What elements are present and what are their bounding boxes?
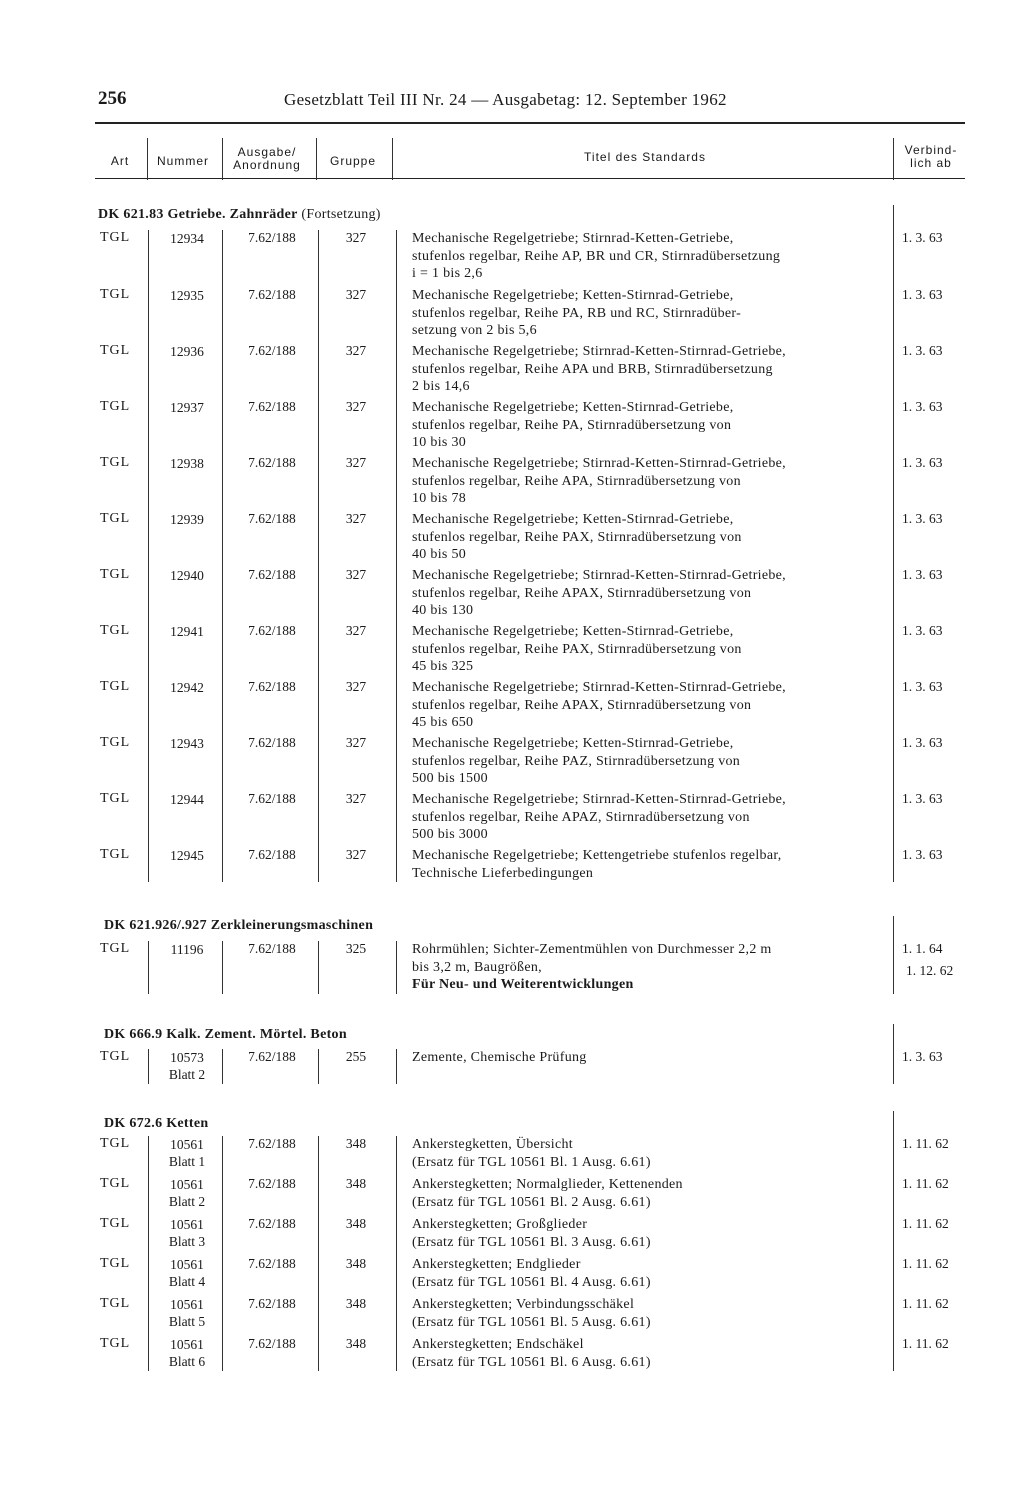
cell-gruppe: 348: [345, 1136, 367, 1151]
cell-nummer: 12942: [170, 680, 204, 695]
column-divider: [148, 230, 149, 882]
section-heading: [104, 1116, 208, 1132]
cell-gruppe: 327: [345, 623, 367, 638]
cell-ausgabe: 7.62/188: [248, 1336, 296, 1351]
cell-ausgabe: 7.62/188: [248, 623, 296, 638]
cell-art: TGL: [100, 399, 131, 414]
col-header-titel: Titel des Standards: [584, 150, 706, 164]
col-header-verbindlich: Verbind- lich ab: [904, 143, 958, 170]
cell-titel: Ankerstegketten; Großglieder (Ersatz für TGL 10561 Bl. 3 Ausg. 6.61): [412, 1217, 651, 1250]
cell-ausgabe: 7.62/188: [248, 847, 296, 862]
column-divider: [318, 1049, 319, 1084]
cell-verbindlich: 1. 3. 63: [902, 230, 943, 245]
cell-nummer: 12936: [170, 344, 204, 359]
column-divider: [392, 138, 393, 180]
cell-ausgabe: 7.62/188: [248, 1296, 296, 1311]
cell-gruppe: 348: [345, 1296, 367, 1311]
col-header-art: Art: [110, 154, 130, 168]
page-title: Gesetzblatt Teil III Nr. 24 — Ausgabetag: 12. September 1962: [284, 90, 727, 109]
column-divider: [222, 230, 223, 882]
column-divider: [222, 1049, 223, 1084]
cell-nummer: 10561 Blatt 3: [168, 1217, 206, 1249]
cell-ausgabe: 7.62/188: [248, 735, 296, 750]
section-heading: [104, 1027, 347, 1043]
cell-nummer: 12937: [170, 400, 204, 415]
cell-nummer: 12945: [170, 848, 204, 863]
cell-nummer: 12943: [170, 736, 204, 751]
cell-art: TGL: [100, 230, 131, 245]
cell-verbindlich: 1. 11. 62: [902, 1296, 949, 1311]
cell-nummer: 12939: [170, 512, 204, 527]
header-rule: [95, 122, 965, 124]
cell-ausgabe: 7.62/188: [248, 1256, 296, 1271]
column-divider: [148, 1049, 149, 1084]
column-divider: [222, 941, 223, 994]
cell-titel: Mechanische Regelgetriebe; Ketten-Stirnrad-Getriebe, stufenlos regelbar, Reihe PA, RB und RC, Stirnradüber- setzung von 2 bis 5,6: [412, 288, 742, 338]
cell-ausgabe: 7.62/188: [248, 1049, 296, 1064]
cell-gruppe: 327: [345, 735, 367, 750]
cell-art: TGL: [100, 567, 131, 582]
cell-nummer: 12935: [170, 288, 204, 303]
column-divider: [318, 230, 319, 882]
cell-titel: Mechanische Regelgetriebe; Stirnrad-Ketten-Stirnrad-Getriebe, stufenlos regelbar, Reihe APA, Stirnradübersetzung von 10 bis 78: [412, 456, 786, 506]
column-divider: [893, 205, 894, 882]
section-heading-text: DK 672.6 Ketten: [104, 1116, 209, 1131]
cell-verbindlich: 1. 3. 63: [902, 511, 943, 526]
cell-gruppe: 327: [345, 791, 367, 806]
cell-verbindlich: 1. 11. 62: [902, 1176, 949, 1191]
cell-titel-bold: Für Neu- und Weiterentwicklungen: [412, 977, 634, 992]
cell-ausgabe: 7.62/188: [248, 1136, 296, 1151]
cell-art: TGL: [100, 847, 131, 862]
page-number: 256: [98, 88, 127, 109]
cell-titel: Mechanische Regelgetriebe; Ketten-Stirnrad-Getriebe, stufenlos regelbar, Reihe PA, Stirnradübersetzung von 10 bis 30: [412, 400, 734, 450]
column-divider: [148, 941, 149, 994]
cell-titel: Ankerstegketten; Normalglieder, Kettenenden (Ersatz für TGL 10561 Bl. 2 Ausg. 6.61): [412, 1177, 683, 1210]
cell-ausgabe: 7.62/188: [248, 287, 296, 302]
cell-ausgabe: 7.62/188: [248, 511, 296, 526]
cell-art: TGL: [100, 343, 131, 358]
cell-verbindlich: 1. 3. 63: [902, 847, 943, 862]
cell-verbindlich: 1. 3. 63: [902, 567, 943, 582]
column-divider: [318, 941, 319, 994]
cell-gruppe: 327: [345, 287, 367, 302]
column-divider: [893, 138, 894, 180]
cell-titel: Zemente, Chemische Prüfung: [412, 1050, 587, 1065]
cell-ausgabe: 7.62/188: [248, 1176, 296, 1191]
cell-ausgabe: 7.62/188: [248, 791, 296, 806]
cell-ausgabe: 7.62/188: [248, 679, 296, 694]
cell-titel: Ankerstegketten; Endglieder (Ersatz für TGL 10561 Bl. 4 Ausg. 6.61): [412, 1257, 651, 1290]
cell-art: TGL: [100, 1136, 131, 1151]
cell-nummer: 12934: [170, 231, 204, 246]
cell-art: TGL: [100, 623, 131, 638]
section-heading-text: DK 666.9 Kalk. Zement. Mörtel. Beton: [104, 1027, 347, 1042]
column-divider: [396, 1049, 397, 1084]
cell-ausgabe: 7.62/188: [248, 399, 296, 414]
cell-verbindlich: 1. 11. 62: [902, 1136, 949, 1151]
column-divider: [893, 1111, 894, 1371]
cell-verbindlich: 1. 3. 63: [902, 791, 943, 806]
column-divider: [147, 138, 148, 180]
cell-art: TGL: [100, 1296, 131, 1311]
cell-verbindlich: 1. 3. 63: [902, 455, 943, 470]
cell-art: TGL: [100, 287, 131, 302]
section-heading-text: DK 621.926/.927 Zerkleinerungsmaschinen: [104, 918, 374, 933]
cell-art: TGL: [100, 941, 131, 956]
cell-titel: Mechanische Regelgetriebe; Kettengetriebe stufenlos regelbar, Technische Lieferbedingungen: [412, 848, 782, 881]
cell-gruppe: 255: [345, 1049, 367, 1064]
cell-titel: Mechanische Regelgetriebe; Ketten-Stirnrad-Getriebe, stufenlos regelbar, Reihe PAX, Stirnradübersetzung von 40 bis 50: [412, 512, 742, 562]
cell-gruppe: 327: [345, 567, 367, 582]
cell-verbindlich: 1. 3. 63: [902, 679, 943, 694]
cell-verbindlich: 1. 3. 63: [902, 1049, 943, 1064]
cell-gruppe: 327: [345, 847, 367, 862]
cell-art: TGL: [100, 1049, 131, 1064]
cell-verbindlich: 1. 11. 62: [902, 1336, 949, 1351]
cell-art: TGL: [100, 1216, 131, 1231]
cell-gruppe: 325: [345, 941, 367, 956]
cell-verbindlich: 1. 3. 63: [902, 399, 943, 414]
column-divider: [148, 1136, 149, 1371]
cell-nummer: 11196: [170, 942, 204, 957]
cell-verbindlich: 1. 3. 63: [902, 287, 943, 302]
cell-art: TGL: [100, 735, 131, 750]
cell-ausgabe: 7.62/188: [248, 941, 296, 956]
cell-titel: Mechanische Regelgetriebe; Stirnrad-Ketten-Getriebe, stufenlos regelbar, Reihe AP, BR und CR, Stirnradübersetzung i = 1 bis 2,6: [412, 231, 781, 281]
cell-gruppe: 348: [345, 1256, 367, 1271]
cell-titel: Ankerstegketten, Übersicht (Ersatz für TGL 10561 Bl. 1 Ausg. 6.61): [412, 1137, 651, 1170]
cell-art: TGL: [100, 511, 131, 526]
cell-nummer: 10561 Blatt 6: [168, 1337, 206, 1369]
column-divider: [318, 1136, 319, 1371]
column-divider: [893, 916, 894, 994]
cell-gruppe: 348: [345, 1336, 367, 1351]
section-heading: [104, 918, 373, 934]
cell-art: TGL: [100, 791, 131, 806]
cell-ausgabe: 7.62/188: [248, 230, 296, 245]
section-continuation: (Fortsetzung): [297, 207, 381, 222]
cell-verbindlich-2: 1. 12. 62: [906, 963, 954, 978]
col-header-ausgabe: Ausgabe/ Anordnung: [233, 145, 301, 172]
cell-gruppe: 327: [345, 343, 367, 358]
column-header-rule: [95, 178, 965, 179]
column-divider: [396, 1136, 397, 1371]
cell-nummer: 10561 Blatt 2: [168, 1177, 206, 1209]
cell-titel: Mechanische Regelgetriebe; Ketten-Stirnrad-Getriebe, stufenlos regelbar, Reihe PAZ, Stirnradübersetzung von 500 bis 1500: [412, 736, 741, 786]
column-divider: [316, 138, 317, 180]
cell-titel: Rohrmühlen; Sichter-Zementmühlen von Durchmesser 2,2 m bis 3,2 m, Baugrößen, Für Neu- und Weiterentwicklungen: [412, 942, 772, 992]
cell-ausgabe: 7.62/188: [248, 343, 296, 358]
cell-art: TGL: [100, 679, 131, 694]
column-divider: [396, 941, 397, 994]
cell-verbindlich: 1. 11. 62: [902, 1256, 949, 1271]
cell-verbindlich: 1. 3. 63: [902, 343, 943, 358]
cell-titel: Mechanische Regelgetriebe; Ketten-Stirnrad-Getriebe, stufenlos regelbar, Reihe PAX, Stirnradübersetzung von 45 bis 325: [412, 624, 742, 674]
cell-gruppe: 327: [345, 399, 367, 414]
cell-nummer: 10561 Blatt 1: [168, 1137, 206, 1169]
cell-verbindlich: 1. 11. 62: [902, 1216, 949, 1231]
cell-ausgabe: 7.62/188: [248, 1216, 296, 1231]
cell-verbindlich: 1. 3. 63: [902, 623, 943, 638]
cell-art: TGL: [100, 1176, 131, 1191]
cell-titel: Ankerstegketten; Verbindungsschäkel (Ersatz für TGL 10561 Bl. 5 Ausg. 6.61): [412, 1297, 651, 1330]
cell-verbindlich: 1. 3. 63: [902, 735, 943, 750]
cell-art: TGL: [100, 1336, 131, 1351]
cell-nummer: 10561 Blatt 5: [168, 1297, 206, 1329]
cell-ausgabe: 7.62/188: [248, 567, 296, 582]
cell-titel: Ankerstegketten; Endschäkel (Ersatz für TGL 10561 Bl. 6 Ausg. 6.61): [412, 1337, 651, 1370]
cell-nummer: 12938: [170, 456, 204, 471]
cell-nummer: 12944: [170, 792, 204, 807]
col-header-gruppe: Gruppe: [329, 154, 377, 168]
cell-verbindlich: 1. 1. 64: [902, 941, 943, 956]
cell-art: TGL: [100, 455, 131, 470]
column-divider: [222, 138, 223, 180]
cell-gruppe: 348: [345, 1216, 367, 1231]
cell-titel: Mechanische Regelgetriebe; Stirnrad-Ketten-Stirnrad-Getriebe, stufenlos regelbar, Reihe APAX, Stirnradübersetzung von 45 bis 650: [412, 680, 786, 730]
col-header-nummer: Nummer: [156, 154, 209, 168]
cell-ausgabe: 7.62/188: [248, 455, 296, 470]
cell-nummer: 12941: [170, 624, 204, 639]
cell-gruppe: 348: [345, 1176, 367, 1191]
cell-titel: Mechanische Regelgetriebe; Stirnrad-Ketten-Stirnrad-Getriebe, stufenlos regelbar, Reihe APAX, Stirnradübersetzung von 40 bis 130: [412, 568, 786, 618]
section-heading-text: DK 621.83 Getriebe. Zahnräder: [98, 207, 298, 222]
cell-gruppe: 327: [345, 230, 367, 245]
cell-art: TGL: [100, 1256, 131, 1271]
cell-nummer: 12940: [170, 568, 204, 583]
column-divider: [893, 1024, 894, 1084]
cell-nummer: 10573 Blatt 2: [168, 1050, 206, 1082]
cell-nummer: 10561 Blatt 4: [168, 1257, 206, 1289]
cell-gruppe: 327: [345, 679, 367, 694]
cell-titel: Mechanische Regelgetriebe; Stirnrad-Ketten-Stirnrad-Getriebe, stufenlos regelbar, Reihe APA und BRB, Stirnradübersetzung 2 bis 14,6: [412, 344, 786, 394]
cell-gruppe: 327: [345, 455, 367, 470]
column-divider: [222, 1136, 223, 1371]
cell-gruppe: 327: [345, 511, 367, 526]
cell-titel: Mechanische Regelgetriebe; Stirnrad-Ketten-Stirnrad-Getriebe, stufenlos regelbar, Reihe APAZ, Stirnradübersetzung von 500 bis 3000: [412, 792, 786, 842]
column-divider: [396, 230, 397, 882]
section-heading: [98, 207, 381, 223]
